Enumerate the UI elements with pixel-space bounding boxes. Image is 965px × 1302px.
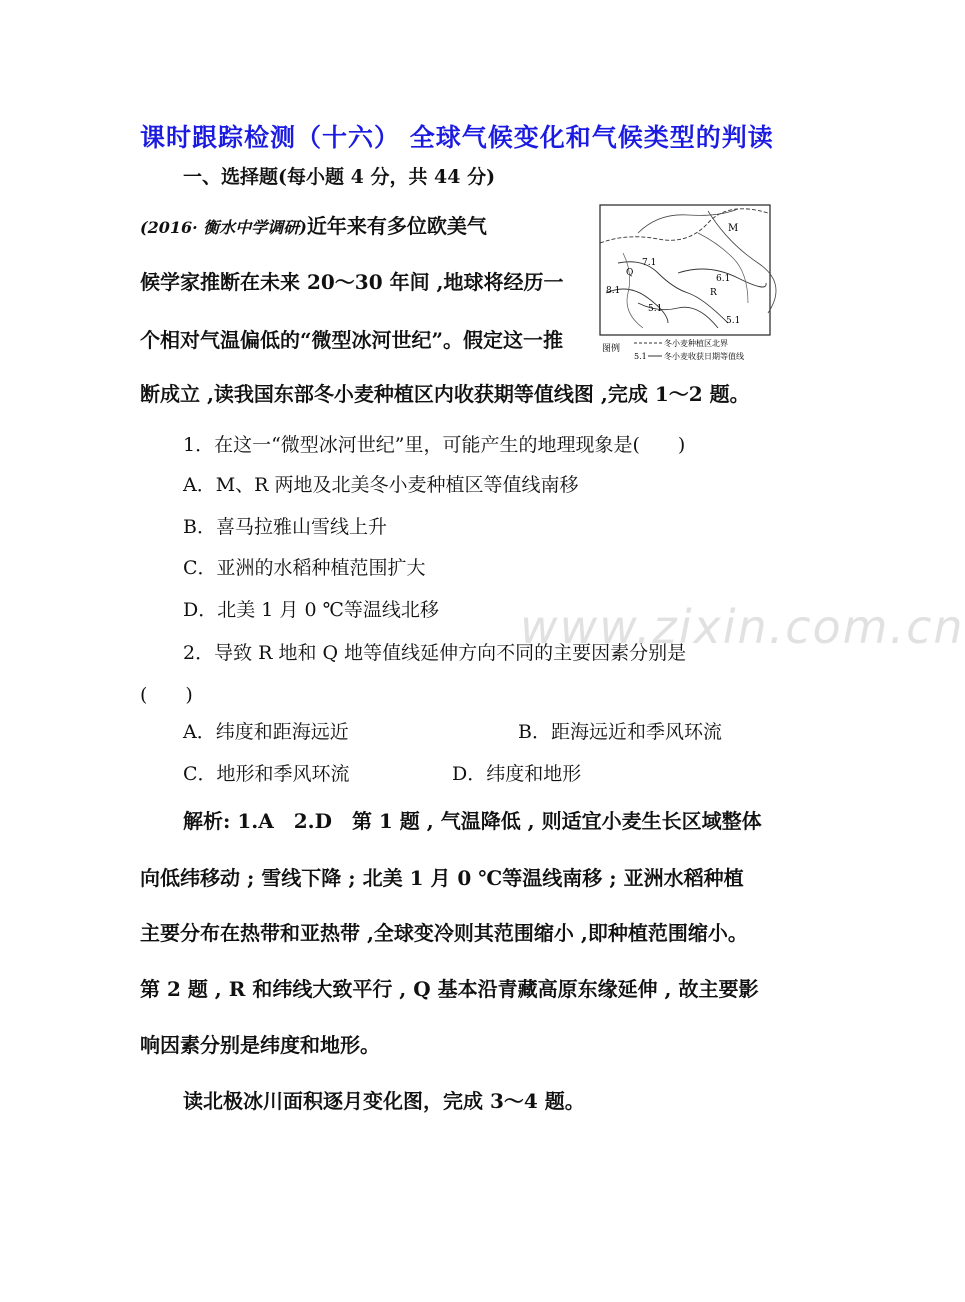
question-1-option-a: A．M、R 两地及北美冬小麦种植区等值线南移 (183, 474, 579, 496)
wheat-harvest-map (598, 203, 778, 365)
question-1-stem: 1．在这一“微型冰河世纪”里，可能产生的地理现象是( ) (183, 434, 686, 456)
coast-line-east (708, 211, 776, 313)
question-2-option-a: A．纬度和距海远近 (183, 721, 349, 743)
question-1-option-c: C．亚洲的水稻种植范围扩大 (183, 557, 426, 579)
intro-line-4: 断成立 ,读我国东部冬小麦种植区内收获期等值线图 ,完成 1～2 题。 (140, 382, 750, 406)
map-label-q: Q (626, 268, 634, 278)
map-label-7-1: 7.1 (642, 258, 657, 268)
analysis-line-3: 主要分布在热带和亚热带 ,全球变冷则其范围缩小 ,即种植范围缩小。 (140, 921, 748, 945)
intro-line-1 (140, 210, 487, 239)
map-figure (598, 203, 778, 365)
section-heading: 一、选择题(每小题 4 分，共 44 分) (183, 166, 496, 188)
map-label-6-1: 6.1 (716, 274, 731, 284)
northern-boundary-line (600, 209, 768, 243)
map-label-5-1-west: 5.1 (648, 304, 663, 314)
source-citation: (2016· 衡水中学调研) (140, 218, 307, 237)
question-2-option-d: D．纬度和地形 (452, 763, 582, 785)
legend-boundary-label: 冬小麦种植区北界 (664, 339, 728, 348)
question-2-blank: ( ) (140, 684, 193, 706)
legend-isoline-label: 冬小麦收获日期等值线 (664, 352, 744, 361)
watermark: www.zixin.com.cn (520, 600, 965, 654)
legend-isoline-value: 5.1 (634, 352, 647, 361)
map-label-8-1: 8.1 (606, 286, 621, 296)
question-2-option-c: C．地形和季风环流 (183, 763, 350, 785)
map-label-m: M (728, 223, 739, 234)
analysis-line-4: 第 2 题 , R 和纬线大致平行 , Q 基本沿青藏高原东缘延伸 , 故主要影 (140, 977, 759, 1001)
question-2-option-b: B．距海远近和季风环流 (518, 721, 722, 743)
analysis-line-2: 向低纬移动 ; 雪线下降 ; 北美 1 月 0 ℃等温线南移 ; 亚洲水稻种植 (140, 866, 744, 890)
question-1-option-d: D．北美 1 月 0 ℃等温线北移 (183, 599, 439, 621)
next-question-intro: 读北极冰川面积逐月变化图，完成 3～4 题。 (183, 1089, 585, 1113)
intro-text-1: 近年来有多位欧美气 (306, 214, 487, 238)
question-2-stem: 2．导致 R 地和 Q 地等值线延伸方向不同的主要因素分别是 (183, 642, 687, 664)
page-title: 课时跟踪检测（十六） 全球气候变化和气候类型的判读 (140, 123, 774, 152)
question-1-option-b: B．喜马拉雅山雪线上升 (183, 516, 387, 538)
intro-line-3: 个相对气温偏低的“微型冰河世纪”。假定这一推 (140, 328, 564, 352)
legend-title: 图例 (602, 344, 621, 354)
intro-line-2: 候学家推断在未来 20～30 年间 ,地球将经历一 (140, 270, 564, 294)
analysis-line-1: 解析: 1.A 2.D 第 1 题 , 气温降低 , 则适宜小麦生长区域整体 (183, 809, 762, 833)
analysis-line-5: 响因素分别是纬度和地形。 (140, 1033, 380, 1057)
map-label-r: R (710, 288, 717, 298)
map-label-5-1-east: 5.1 (726, 316, 741, 326)
river-line (698, 233, 748, 303)
